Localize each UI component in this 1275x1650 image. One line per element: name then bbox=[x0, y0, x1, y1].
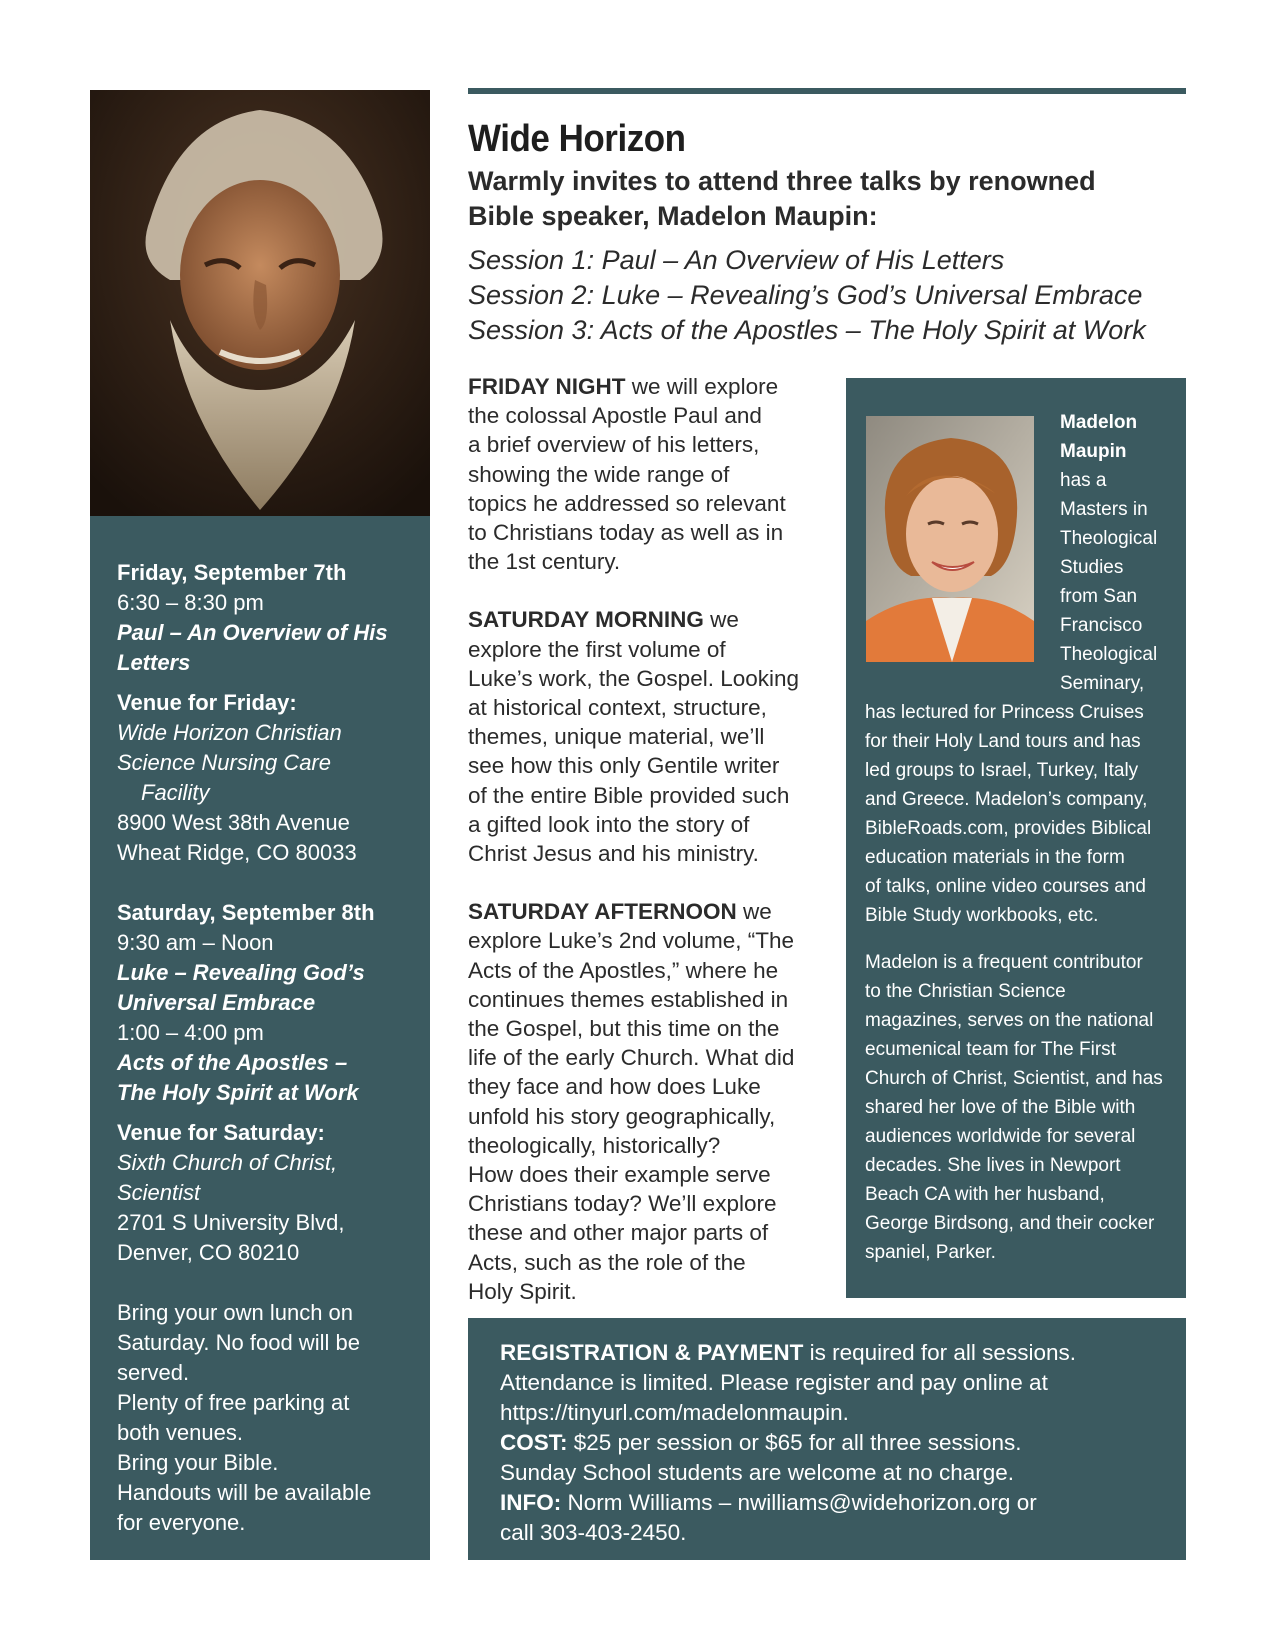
page-subtitle bbox=[468, 164, 1168, 234]
friday-address-line: 8900 West 38th Avenue bbox=[117, 810, 350, 835]
info-phone: call 303-403-2450. bbox=[500, 1520, 687, 1545]
body-line: Luke’s work, the Gospel. Looking bbox=[468, 665, 800, 691]
saturday-address-line: 2701 S University Blvd, bbox=[117, 1210, 345, 1235]
bio-line: has a bbox=[1060, 470, 1107, 491]
speaker-name-line: Madelon bbox=[1060, 412, 1138, 433]
body-line: life of the early Church. What did bbox=[468, 1045, 795, 1071]
cost-lead: COST: bbox=[500, 1430, 568, 1455]
cost-line bbox=[500, 1428, 1154, 1458]
note-line: Bring your own lunch on bbox=[117, 1300, 354, 1325]
body-line: topics he addressed so relevant bbox=[468, 490, 786, 516]
body-line: see how this only Gentile writer bbox=[468, 753, 780, 779]
attendee-notes bbox=[117, 1298, 417, 1538]
speaker-photo bbox=[866, 416, 1034, 662]
body-line: How does their example serve bbox=[468, 1162, 771, 1188]
bio-line: to the Christian Science bbox=[865, 981, 1066, 1002]
registration-text: Attendance is limited. Please register and pay online at bbox=[500, 1370, 1048, 1395]
body-line: themes, unique material, we’ll bbox=[468, 724, 765, 750]
bio-line: Masters in bbox=[1060, 499, 1148, 520]
bio-line: has lectured for Princess Cruises bbox=[865, 702, 1144, 723]
session-item: Session 2: Luke – Revealing’s God’s Universal Embrace bbox=[468, 280, 1143, 310]
saturday-talk-line: The Holy Spirit at Work bbox=[117, 1080, 359, 1105]
bio-intro bbox=[1060, 408, 1180, 698]
sidebar-panel bbox=[90, 90, 430, 1560]
speaker-bio-panel bbox=[846, 378, 1186, 1298]
body-line: Christians today? We’ll explore bbox=[468, 1191, 777, 1217]
note-line: Plenty of free parking at bbox=[117, 1390, 350, 1415]
bio-line: Theological bbox=[1060, 644, 1158, 665]
bio-line: for their Holy Land tours and has bbox=[865, 731, 1141, 752]
afternoon-lead: SATURDAY AFTERNOON bbox=[468, 899, 737, 925]
registration-text: is required for all sessions. bbox=[803, 1340, 1076, 1365]
body-line: at historical context, structure, bbox=[468, 695, 767, 721]
info-lead: INFO: bbox=[500, 1490, 562, 1515]
body-line: to Christians today as well as in bbox=[468, 520, 784, 546]
speaker-portrait-icon bbox=[866, 416, 1034, 662]
bio-line: education materials in the form bbox=[865, 847, 1125, 868]
saturday-talk-afternoon bbox=[117, 1048, 417, 1108]
friday-venue-line: Facility bbox=[141, 780, 210, 805]
saturday-talk-line: Universal Embrace bbox=[117, 990, 316, 1015]
bio-line: Theological bbox=[1060, 528, 1158, 549]
body-line: we will explore bbox=[625, 374, 779, 399]
friday-address bbox=[117, 808, 417, 868]
cost-note: Sunday School students are welcome at no charge. bbox=[500, 1460, 1015, 1485]
registration-line bbox=[500, 1338, 1154, 1368]
note-line: both venues. bbox=[117, 1420, 243, 1445]
bio-line: from San bbox=[1060, 586, 1138, 607]
body-line: explore the first volume of bbox=[468, 636, 726, 662]
registration-lead: REGISTRATION & PAYMENT bbox=[500, 1340, 804, 1365]
friday-venue-line: Wide Horizon Christian bbox=[117, 720, 342, 745]
subtitle-line: Bible speaker, Madelon Maupin: bbox=[468, 201, 878, 231]
body-line: a gifted look into the story of bbox=[468, 811, 750, 837]
saturday-morning-description bbox=[468, 605, 818, 868]
body-line: they face and how does Luke bbox=[468, 1074, 761, 1100]
bio-line: shared her love of the Bible with bbox=[865, 1097, 1136, 1118]
bio-line: Francisco bbox=[1060, 615, 1143, 636]
morning-lead: SATURDAY MORNING bbox=[468, 607, 704, 633]
bio-line: magazines, serves on the national bbox=[865, 1010, 1154, 1031]
body-line: showing the wide range of bbox=[468, 461, 730, 487]
saturday-time-morning: 9:30 am – Noon bbox=[117, 930, 274, 955]
body-line: Holy Spirit. bbox=[468, 1278, 577, 1304]
info-line bbox=[500, 1488, 1154, 1518]
header-rule bbox=[468, 88, 1186, 94]
bio-line: audiences worldwide for several bbox=[865, 1126, 1136, 1147]
note-line: Bring your Bible. bbox=[117, 1450, 279, 1475]
friday-venue-name bbox=[117, 718, 417, 808]
note-line: for everyone. bbox=[117, 1510, 246, 1535]
note-line: Handouts will be available bbox=[117, 1480, 372, 1505]
saturday-time-afternoon: 1:00 – 4:00 pm bbox=[117, 1020, 264, 1045]
body-line: unfold his story geographically, bbox=[468, 1103, 776, 1129]
session-item: Session 3: Acts of the Apostles – The Holy Spirit at Work bbox=[468, 315, 1146, 345]
info-text: Norm Williams – nwilliams@widehorizon.org or bbox=[561, 1490, 1037, 1515]
cost-text: $25 per session or $65 for all three sessions. bbox=[567, 1430, 1022, 1455]
bio-line: BibleRoads.com, provides Biblical bbox=[865, 818, 1152, 839]
friday-venue-label: Venue for Friday: bbox=[117, 690, 297, 715]
friday-venue-line: Science Nursing Care bbox=[117, 750, 331, 775]
schedule-details bbox=[117, 558, 417, 1538]
bio-paragraph-1 bbox=[865, 698, 1177, 930]
body-line: of the entire Bible provided such bbox=[468, 782, 790, 808]
saturday-talk-line: Luke – Revealing God’s bbox=[117, 960, 365, 985]
saturday-address-line: Denver, CO 80210 bbox=[117, 1240, 300, 1265]
page-title: Wide Horizon bbox=[468, 118, 686, 160]
session-descriptions bbox=[468, 372, 818, 1306]
friday-time: 6:30 – 8:30 pm bbox=[117, 590, 264, 615]
body-line: continues themes established in bbox=[468, 986, 789, 1012]
saturday-date: Saturday, September 8th bbox=[117, 900, 375, 925]
note-line: served. bbox=[117, 1360, 190, 1385]
registration-panel bbox=[468, 1318, 1186, 1560]
bio-line: spaniel, Parker. bbox=[865, 1242, 996, 1263]
body-line: we bbox=[736, 899, 772, 925]
body-line: a brief overview of his letters, bbox=[468, 432, 760, 458]
bio-line: and Greece. Madelon’s company, bbox=[865, 789, 1148, 810]
saturday-talk-morning bbox=[117, 958, 417, 1018]
friday-description bbox=[468, 372, 818, 576]
bio-line: George Birdsong, and their cocker bbox=[865, 1213, 1155, 1234]
saturday-talk-line: Acts of the Apostles – bbox=[117, 1050, 348, 1075]
friday-talk bbox=[117, 618, 417, 678]
bio-line: Bible Study workbooks, etc. bbox=[865, 905, 1099, 926]
session-item: Session 1: Paul – An Overview of His Letters bbox=[468, 245, 1005, 275]
saturday-venue-name bbox=[117, 1148, 417, 1208]
body-line: we bbox=[703, 607, 739, 633]
bio-line: Madelon is a frequent contributor bbox=[865, 952, 1143, 973]
bio-line: Studies bbox=[1060, 557, 1124, 578]
body-line: Acts of the Apostles,” where he bbox=[468, 957, 779, 983]
friday-date: Friday, September 7th bbox=[117, 560, 347, 585]
bio-line: decades. She lives in Newport bbox=[865, 1155, 1121, 1176]
bio-line: of talks, online video courses and bbox=[865, 876, 1146, 897]
friday-talk-line: Letters bbox=[117, 650, 191, 675]
body-line: the colossal Apostle Paul and bbox=[468, 403, 762, 429]
note-line: Saturday. No food will be bbox=[117, 1330, 360, 1355]
body-line: the Gospel, but this time on the bbox=[468, 1016, 780, 1042]
body-line: Christ Jesus and his ministry. bbox=[468, 841, 759, 867]
friday-address-line: Wheat Ridge, CO 80033 bbox=[117, 840, 357, 865]
apostle-painting-icon bbox=[90, 90, 430, 516]
body-line: Acts, such as the role of the bbox=[468, 1249, 746, 1275]
saturday-venue-label: Venue for Saturday: bbox=[117, 1120, 325, 1145]
body-line: the 1st century. bbox=[468, 549, 621, 575]
body-line: these and other major parts of bbox=[468, 1220, 769, 1246]
bio-line: Church of Christ, Scientist, and has bbox=[865, 1068, 1163, 1089]
bio-line: Seminary, bbox=[1060, 673, 1145, 694]
bio-line: ecumenical team for The First bbox=[865, 1039, 1116, 1060]
registration-link[interactable]: https://tinyurl.com/madelonmaupin. bbox=[500, 1400, 849, 1425]
apostle-painting-image bbox=[90, 90, 430, 516]
saturday-address bbox=[117, 1208, 417, 1268]
friday-talk-line: Paul – An Overview of His bbox=[117, 620, 388, 645]
bio-line: Beach CA with her husband, bbox=[865, 1184, 1105, 1205]
subtitle-line: Warmly invites to attend three talks by renowned bbox=[468, 166, 1096, 196]
bio-paragraph-2 bbox=[865, 948, 1177, 1267]
body-line: explore Luke’s 2nd volume, “The bbox=[468, 928, 795, 954]
saturday-venue-line: Scientist bbox=[117, 1180, 201, 1205]
friday-lead: FRIDAY NIGHT bbox=[468, 374, 626, 399]
body-line: theologically, historically? bbox=[468, 1132, 721, 1158]
speaker-name-line: Maupin bbox=[1060, 441, 1127, 462]
saturday-venue-line: Sixth Church of Christ, bbox=[117, 1150, 338, 1175]
session-list bbox=[468, 243, 1186, 348]
saturday-afternoon-description bbox=[468, 897, 818, 1306]
bio-line: led groups to Israel, Turkey, Italy bbox=[865, 760, 1139, 781]
